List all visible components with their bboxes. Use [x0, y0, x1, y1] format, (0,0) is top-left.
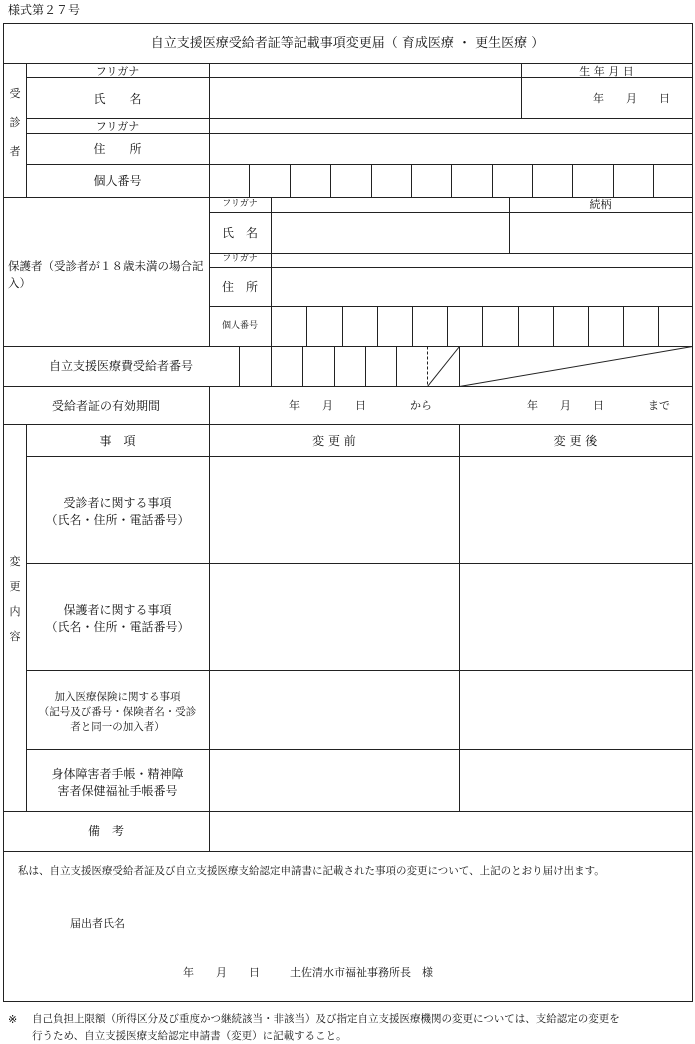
guardian-mynumber-field[interactable]	[272, 307, 692, 346]
guardian-name-field[interactable]	[272, 213, 509, 253]
patient-mynumber-label: 個人番号	[93, 174, 142, 188]
change-row-guardian-label: 保護者に関する事項 （氏名・住所・電話番号）	[45, 603, 190, 634]
guardian-relation-label: 続柄	[589, 198, 612, 211]
change-row-guardian-after[interactable]	[460, 564, 692, 670]
guardian-address-label: 住 所	[221, 280, 258, 294]
guardian-address-field[interactable]	[272, 268, 692, 306]
col-before-header: 変 更 前	[312, 434, 356, 448]
addressee: 土佐清水市福祉事務所長 様	[290, 966, 433, 979]
remarks-label: 備 考	[87, 824, 124, 838]
birthdate-label: 生 年 月 日	[579, 65, 634, 78]
validity-to: 年 月 日 まで	[527, 399, 670, 412]
change-row-guardian-before[interactable]	[210, 564, 459, 670]
changes-section-label: 変 更 内 容	[9, 555, 21, 643]
change-row-patient-before[interactable]	[210, 457, 459, 563]
patient-mynumber-field[interactable]	[210, 165, 692, 197]
birthdate-ymd: 年 月 日	[593, 92, 670, 105]
applicant-name-field[interactable]	[140, 910, 440, 932]
note-mark: ※	[8, 1013, 18, 1026]
patient-section-label: 受 診 者	[9, 87, 21, 158]
change-row-patient-after[interactable]	[460, 457, 692, 563]
change-row-handbook-label: 身体障害者手帳・精神障 害者保健福祉手帳番号	[51, 767, 184, 798]
recipient-number-label: 自立支援医療費受給者番号	[48, 359, 193, 373]
change-row-insurance-before[interactable]	[210, 671, 459, 749]
change-row-patient-label: 受診者に関する事項 （氏名・住所・電話番号）	[45, 496, 190, 527]
patient-furigana-label: フリガナ	[95, 65, 140, 78]
declaration-text: 私は、自立支援医療受給者証及び自立支援医療支給認定申請書に記載された事項の変更について、上記のとおり届け出ます。	[18, 865, 605, 877]
guardian-name-label: 氏 名	[221, 226, 258, 240]
change-row-handbook-before[interactable]	[210, 750, 459, 811]
guardian-section-label: 保護者（受診者が１８歳未満の場合記入）	[8, 259, 204, 290]
patient-address-field[interactable]	[210, 134, 692, 164]
note-line-2: 行うため、自立支援医療支給認定申請書（変更）に記載すること。	[32, 1030, 347, 1042]
recipient-number-field[interactable]	[240, 347, 459, 386]
col-item-header: 事 項	[99, 434, 136, 448]
guardian-address-furigana-label: フリガナ	[222, 254, 258, 264]
change-row-handbook-after[interactable]	[460, 750, 692, 811]
patient-address-label: 住 所	[93, 142, 142, 156]
remarks-field[interactable]	[210, 812, 692, 851]
validity-from: 年 月 日 から	[289, 399, 432, 412]
form-title: 自立支援医療受給者証等記載事項変更届（ 育成医療 ・ 更生医療 ）	[150, 36, 545, 51]
guardian-mynumber-label: 個人番号	[221, 321, 258, 331]
validity-label: 受給者証の有効期間	[51, 399, 160, 413]
change-row-insurance-label: 加入医療保険に関する事項 （記号及び番号・保険者名・受診 者と同一の加入者）	[38, 691, 197, 733]
patient-name-label: 氏 名	[93, 92, 142, 106]
form-id: 様式第２７号	[8, 3, 81, 17]
guardian-furigana-label: フリガナ	[222, 199, 258, 209]
patient-address-furigana-label: フリガナ	[95, 120, 140, 133]
submission-date: 年 月 日	[183, 966, 260, 979]
change-row-insurance-after[interactable]	[460, 671, 692, 749]
applicant-name-label: 届出者氏名	[70, 917, 125, 930]
col-after-header: 変 更 後	[553, 434, 598, 448]
patient-name-field[interactable]	[210, 78, 521, 118]
note-line-1: 自己負担上限額（所得区分及び重度かつ継続該当・非該当）及び指定自立支援医療機関の変更については、支給認定の変更を	[32, 1013, 620, 1025]
guardian-relation-field[interactable]	[510, 213, 692, 253]
